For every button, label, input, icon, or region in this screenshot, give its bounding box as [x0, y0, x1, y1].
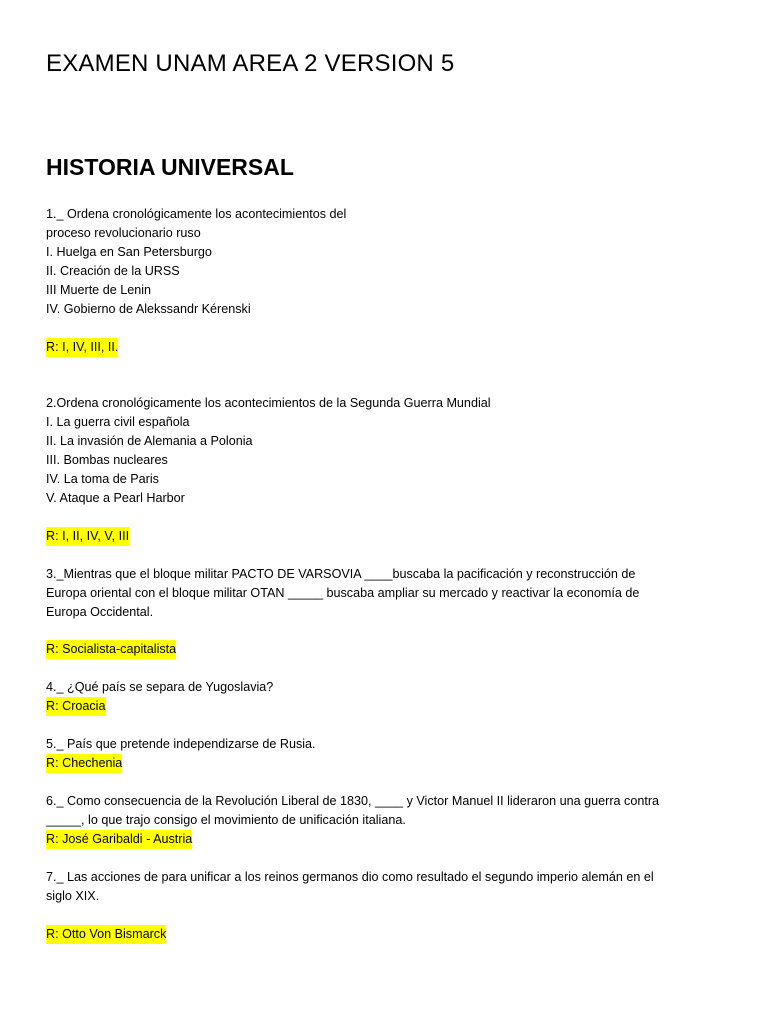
question-1-line-1: 1._ Ordena cronológicamente los acontecimientos del	[46, 207, 347, 221]
question-2-line-1: 2.Ordena cronológicamente los acontecimientos de la Segunda Guerra Mundial	[46, 396, 491, 410]
question-4-answer: R: Croacia	[46, 697, 106, 716]
question-2-option-3: III. Bombas nucleares	[46, 453, 168, 467]
question-6-line-1: 6._ Como consecuencia de la Revolución Liberal de 1830, ____ y Victor Manuel II lideraron una guerra contra	[46, 794, 660, 808]
question-3-answer: R: Socialista-capitalista	[46, 640, 176, 659]
question-1-option-3: III Muerte de Lenin	[46, 283, 152, 297]
question-2-option-2: II. La invasión de Alemania a Polonia	[46, 434, 253, 448]
question-4-line-1: 4._ ¿Qué país se separa de Yugoslavia?	[46, 680, 274, 694]
question-2-option-1: I. La guerra civil española	[46, 415, 190, 429]
question-3-line-1: 3._Mientras que el bloque militar PACTO DE VARSOVIA ____buscaba la pacificación y reconstrucción de	[46, 567, 636, 581]
question-1-answer: R: I, IV, III, II.	[46, 338, 118, 357]
question-6-line-2: _____, lo que trajo consigo el movimiento de unificación italiana.	[46, 813, 406, 827]
document-title: EXAMEN UNAM AREA 2 VERSION 5	[46, 50, 455, 77]
question-2-option-5: V. Ataque a Pearl Harbor	[46, 491, 185, 505]
question-5-line-1: 5._ País que pretende independizarse de Rusia.	[46, 737, 316, 751]
question-1-option-4: IV. Gobierno de Alekssandr Kérenski	[46, 302, 251, 316]
question-1-option-2: II. Creación de la URSS	[46, 264, 180, 278]
question-7-line-2: siglo XIX.	[46, 889, 100, 903]
question-3-line-2: Europa oriental con el bloque militar OTAN _____ buscaba ampliar su mercado y reactivar la economía de	[46, 586, 640, 600]
section-title: HISTORIA UNIVERSAL	[46, 154, 294, 180]
question-6-answer: R: José Garibaldi - Austria	[46, 830, 192, 849]
question-7-line-1: 7._ Las acciones de para unificar a los reinos germanos dio como resultado el segundo imperio alemán en el	[46, 870, 654, 884]
question-5-answer: R: Chechenia	[46, 754, 122, 773]
question-1-line-2: proceso revolucionario ruso	[46, 226, 201, 240]
question-2-option-4: IV. La toma de Paris	[46, 472, 159, 486]
question-1-option-1: I. Huelga en San Petersburgo	[46, 245, 212, 259]
question-7-answer: R: Otto Von Bismarck	[46, 925, 166, 944]
question-3-line-3: Europa Occidental.	[46, 605, 154, 619]
question-2-answer: R: I, II, IV, V, III	[46, 527, 129, 546]
